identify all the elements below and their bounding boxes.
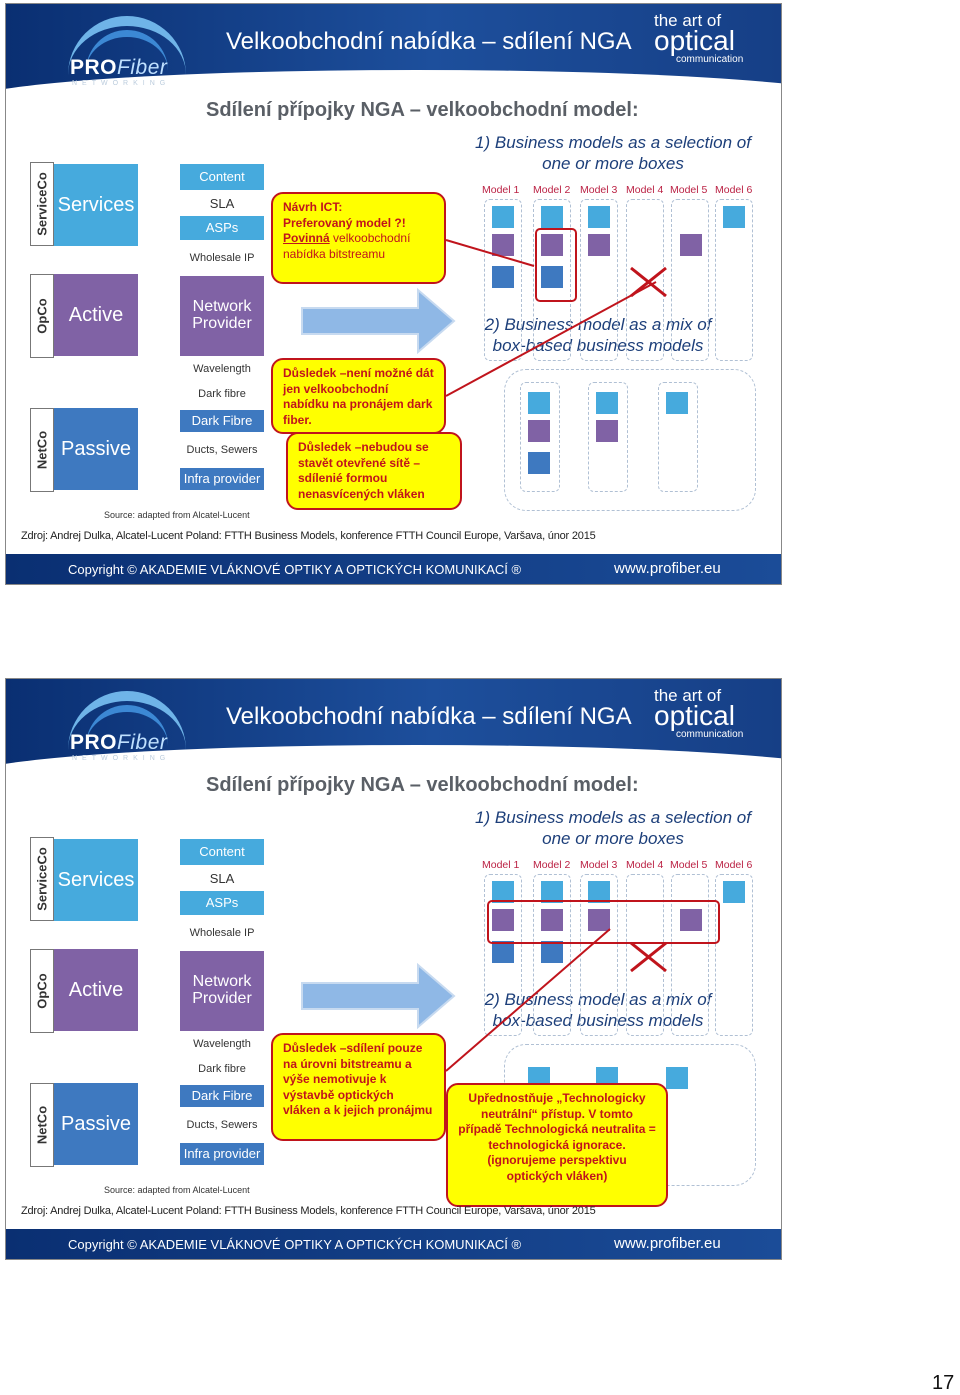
wholesale-ip-box: Wholesale IP: [180, 248, 264, 270]
opco-label: OpCo: [30, 949, 54, 1033]
infra-provider-box: Infra provider: [180, 1143, 264, 1165]
page-number: 17: [932, 1372, 955, 1394]
asps-box: ASPs: [180, 216, 264, 240]
model-4-label: Model 4: [626, 859, 664, 871]
ducts-box: Ducts, Sewers: [180, 434, 264, 468]
callout-line: Návrh ICT:: [283, 200, 343, 214]
profiber-logo: PROFiber: [70, 731, 168, 754]
model-3-label: Model 3: [580, 859, 618, 871]
servco-label: ServiceCo: [30, 837, 54, 921]
website-link[interactable]: www.profiber.eu: [614, 1235, 721, 1252]
source-citation: Zdroj: Andrej Dulka, Alcatel-Lucent Poland: FTTH Business Models, konference FTTH Council Europe, Varšava, únor 2015: [21, 530, 596, 542]
netco-label: NetCo: [30, 408, 54, 492]
models-title-2: 2) Business model as a mix of box-based business models: [484, 315, 712, 356]
passive-layer: Passive: [54, 408, 138, 490]
callout-underlined: Povinná: [283, 231, 330, 246]
active-layer: Active: [54, 274, 138, 356]
copyright-text: Copyright © AKADEMIE VLÁKNOVÉ OPTIKY A OPTICKÝCH KOMUNIKACÍ ®: [68, 1237, 522, 1252]
network-provider-box: Network Provider: [180, 951, 264, 1031]
dark-fibre-small-box: Dark fibre: [180, 384, 264, 406]
brand-optical: optical: [654, 25, 735, 56]
opco-label: OpCo: [30, 274, 54, 358]
logo-subtext: NETWORKING: [72, 80, 171, 87]
sla-box: SLA: [180, 867, 264, 891]
infra-provider-box: Infra provider: [180, 468, 264, 490]
model-6-label: Model 6: [715, 184, 753, 196]
brand-communication: communication: [676, 729, 744, 740]
header-title: Velkoobchodní nabídka – sdílení NGA: [226, 28, 632, 55]
callout-line: Preferovaný model ?!: [283, 215, 406, 230]
model-2-label: Model 2: [533, 184, 571, 196]
model-5-label: Model 5: [670, 184, 708, 196]
wholesale-ip-box: Wholesale IP: [180, 923, 264, 945]
slide-1: [5, 3, 782, 585]
dark-fibre-box: Dark Fibre: [180, 410, 264, 432]
model-6-label: Model 6: [715, 859, 753, 871]
slide-2: [5, 678, 782, 1260]
callout-technology-neutrality: Upřednostňuje „Technologicky neutrální“ přístup. V tomto případě Technologická neutralita = technologická ignorace. (ignorujeme perspektivu optických vláken): [446, 1083, 668, 1207]
services-layer: Services: [54, 164, 138, 246]
callout-ict-proposal: [271, 192, 446, 284]
sla-box: SLA: [180, 192, 264, 216]
callout-consequence-bitstream: Důsledek –sdílení pouze na úrovni bitstreamu a výše nemotivuje k výstavbě optických vláken a k jejich pronájmu: [271, 1033, 446, 1141]
source-note: Source: adapted from Alcatel-Lucent: [104, 510, 250, 520]
logo-subtext: NETWORKING: [72, 755, 171, 762]
website-link[interactable]: www.profiber.eu: [614, 560, 721, 577]
copyright-text: Copyright © AKADEMIE VLÁKNOVÉ OPTIKY A OPTICKÝCH KOMUNIKACÍ ®: [68, 562, 522, 577]
asps-box: ASPs: [180, 891, 264, 915]
models-title-2: 2) Business model as a mix of box-based business models: [484, 990, 712, 1031]
dark-fibre-small-box: Dark fibre: [180, 1059, 264, 1081]
wavelength-box: Wavelength: [180, 359, 264, 381]
source-citation: Zdroj: Andrej Dulka, Alcatel-Lucent Poland: FTTH Business Models, konference FTTH Council Europe, Varšava, únor 2015: [21, 1205, 596, 1217]
callout-line: velkoobchodní: [329, 231, 411, 246]
slide-subtitle: Sdílení přípojky NGA – velkoobchodní model:: [206, 99, 639, 121]
content-box: Content: [180, 839, 264, 865]
brand-communication: communication: [676, 54, 744, 65]
wavelength-box: Wavelength: [180, 1034, 264, 1056]
models-title-1: 1) Business models as a selection of one or more boxes: [475, 133, 751, 174]
model-3-label: Model 3: [580, 184, 618, 196]
profiber-logo: PROFiber: [70, 56, 168, 79]
brand-optical: optical: [654, 700, 735, 731]
active-layer: Active: [54, 949, 138, 1031]
header-title: Velkoobchodní nabídka – sdílení NGA: [226, 703, 632, 730]
callout-consequence-2: Důsledek –nebudou se stavět otevřené sítě – sdílenié formou nenasvícených vláken: [286, 432, 462, 510]
brand-the-art-of: the art of: [654, 11, 722, 30]
model-5-label: Model 5: [670, 859, 708, 871]
content-box: Content: [180, 164, 264, 190]
ducts-box: Ducts, Sewers: [180, 1109, 264, 1143]
model-1-label: Model 1: [482, 859, 520, 871]
netco-label: NetCo: [30, 1083, 54, 1167]
source-note: Source: adapted from Alcatel-Lucent: [104, 1185, 250, 1195]
brand-the-art-of: the art of: [654, 686, 722, 705]
servco-label: ServiceCo: [30, 162, 54, 246]
services-layer: Services: [54, 839, 138, 921]
model-4-label: Model 4: [626, 184, 664, 196]
dark-fibre-box: Dark Fibre: [180, 1085, 264, 1107]
callout-consequence-1: Důsledek –není možné dát jen velkoobchodní nabídku na pronájem dark fiber.: [271, 358, 446, 434]
model-2-label: Model 2: [533, 859, 571, 871]
slide-subtitle: Sdílení přípojky NGA – velkoobchodní model:: [206, 774, 639, 796]
callout-line: nabídka bitstreamu: [283, 246, 386, 261]
network-provider-box: Network Provider: [180, 276, 264, 356]
passive-layer: Passive: [54, 1083, 138, 1165]
slide-footer: [6, 1229, 781, 1259]
slide-footer: [6, 554, 781, 584]
models-title-1: 1) Business models as a selection of one or more boxes: [475, 808, 751, 849]
model-1-label: Model 1: [482, 184, 520, 196]
